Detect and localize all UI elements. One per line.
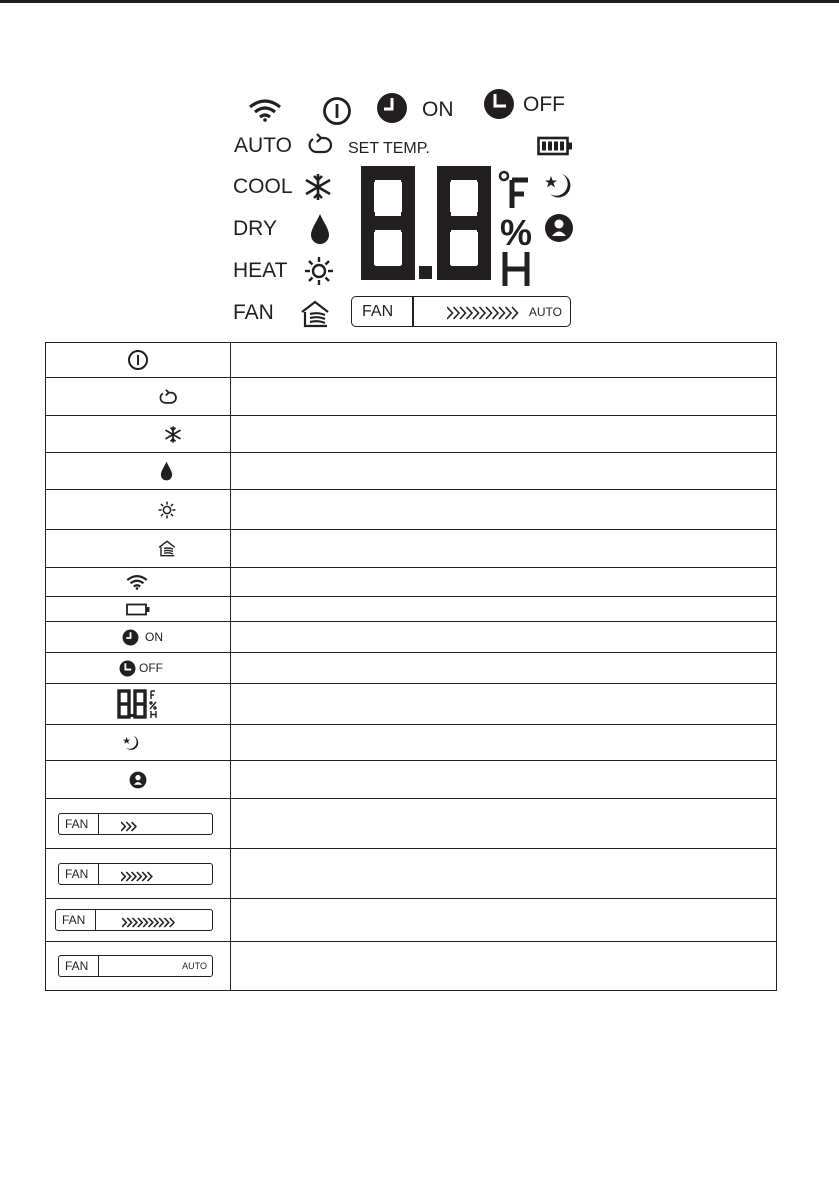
fan-speed-bar bbox=[351, 296, 571, 327]
svg-text:%: % bbox=[500, 212, 533, 253]
description-cell bbox=[231, 343, 777, 378]
icon-cell bbox=[46, 530, 231, 568]
description-cell bbox=[231, 416, 777, 453]
fan-auto-icon bbox=[58, 955, 213, 977]
table-row bbox=[46, 849, 777, 899]
icon-cell bbox=[46, 343, 231, 378]
description-cell bbox=[231, 530, 777, 568]
fan-chevrons bbox=[121, 869, 181, 887]
icon-cell bbox=[46, 568, 231, 597]
table-row bbox=[46, 453, 777, 490]
description-cell bbox=[231, 849, 777, 899]
table-row bbox=[46, 684, 777, 725]
description-cell bbox=[231, 799, 777, 849]
mode-fan-label: FAN bbox=[233, 301, 274, 324]
mode-dry-label: DRY bbox=[233, 217, 277, 240]
fan-vent-icon bbox=[300, 300, 330, 328]
power-icon bbox=[322, 96, 352, 126]
fahrenheit-indicator bbox=[498, 168, 538, 288]
timer-off-label: OFF bbox=[523, 93, 565, 116]
water-drop-icon bbox=[310, 213, 330, 245]
table-row bbox=[46, 653, 777, 684]
timer-off-clock-icon bbox=[483, 88, 515, 120]
description-cell bbox=[231, 597, 777, 622]
description-cell bbox=[231, 942, 777, 991]
snowflake-icon bbox=[302, 172, 334, 202]
description-cell bbox=[231, 622, 777, 653]
table-row bbox=[46, 799, 777, 849]
timer-on-icon bbox=[122, 629, 139, 646]
icon-cell bbox=[46, 942, 231, 991]
fan-chevrons bbox=[121, 819, 181, 837]
icon-cell bbox=[46, 490, 231, 530]
fan-divider bbox=[98, 956, 99, 976]
icon-cell bbox=[46, 622, 231, 653]
timer-off-label: OFF bbox=[139, 661, 163, 675]
recycle-arrow-icon bbox=[158, 389, 178, 405]
fan-medium-icon bbox=[58, 863, 213, 885]
description-cell bbox=[231, 378, 777, 416]
icon-cell bbox=[46, 899, 231, 942]
fan-speed-label: FAN bbox=[362, 303, 394, 320]
sun-icon bbox=[158, 501, 176, 519]
temperature-digits bbox=[354, 164, 504, 289]
sun-icon bbox=[304, 256, 334, 286]
fan-low-icon bbox=[58, 813, 213, 835]
icon-cell bbox=[46, 378, 231, 416]
table-row bbox=[46, 899, 777, 942]
icon-cell bbox=[46, 799, 231, 849]
set-temp-label: SET TEMP. bbox=[348, 140, 430, 157]
fan-label: FAN bbox=[62, 913, 86, 927]
person-icon bbox=[129, 771, 147, 789]
battery-icon bbox=[126, 603, 150, 616]
timer-off-icon bbox=[119, 660, 136, 677]
table-row bbox=[46, 568, 777, 597]
timer-on-label: ON bbox=[145, 630, 163, 644]
recycle-arrow-icon bbox=[307, 133, 333, 155]
icon-cell bbox=[46, 653, 231, 684]
icon-legend-table bbox=[45, 342, 777, 991]
table-row bbox=[46, 343, 777, 378]
timer-on-clock-icon bbox=[376, 92, 408, 124]
icon-cell bbox=[46, 761, 231, 799]
fan-label: FAN bbox=[65, 816, 89, 831]
digit-display-icon bbox=[117, 689, 159, 719]
description-cell bbox=[231, 725, 777, 761]
table-row bbox=[46, 622, 777, 653]
timer-on-label: ON bbox=[422, 98, 454, 121]
lcd-display-diagram bbox=[226, 80, 586, 335]
icon-cell bbox=[46, 453, 231, 490]
fan-vent-icon bbox=[158, 540, 176, 557]
fan-divider bbox=[98, 814, 99, 834]
fan-divider bbox=[98, 864, 99, 884]
table-row bbox=[46, 597, 777, 622]
fan-speed-chevrons bbox=[447, 306, 525, 325]
person-icon bbox=[544, 213, 574, 243]
icon-cell bbox=[46, 849, 231, 899]
table-row bbox=[46, 942, 777, 991]
description-cell bbox=[231, 653, 777, 684]
table-row bbox=[46, 761, 777, 799]
table-row bbox=[46, 416, 777, 453]
table-row bbox=[46, 490, 777, 530]
water-drop-icon bbox=[160, 461, 173, 481]
mode-cool-label: COOL bbox=[233, 175, 293, 198]
wifi-icon bbox=[248, 98, 282, 122]
description-cell bbox=[231, 490, 777, 530]
mode-heat-label: HEAT bbox=[233, 259, 288, 282]
power-icon bbox=[127, 349, 149, 371]
battery-icon bbox=[537, 136, 573, 156]
fan-label: FAN bbox=[65, 866, 89, 881]
icon-cell bbox=[46, 597, 231, 622]
fan-bar-divider bbox=[412, 297, 414, 326]
fan-auto-label: AUTO bbox=[528, 305, 562, 319]
description-cell bbox=[231, 684, 777, 725]
wifi-icon bbox=[126, 574, 148, 590]
description-cell bbox=[231, 761, 777, 799]
description-cell bbox=[231, 899, 777, 942]
fan-chevrons bbox=[122, 915, 182, 933]
fan-high-icon bbox=[55, 909, 213, 931]
moon-star-icon bbox=[544, 171, 576, 201]
icon-cell bbox=[46, 684, 231, 725]
table-row bbox=[46, 378, 777, 416]
moon-star-icon bbox=[122, 734, 142, 752]
icon-cell bbox=[46, 416, 231, 453]
table-row bbox=[46, 530, 777, 568]
snowflake-icon bbox=[163, 425, 183, 444]
top-rule bbox=[0, 0, 839, 3]
mode-auto-label: AUTO bbox=[234, 134, 292, 157]
description-cell bbox=[231, 568, 777, 597]
description-cell bbox=[231, 453, 777, 490]
fan-divider bbox=[95, 910, 96, 930]
fan-label: FAN bbox=[65, 959, 89, 973]
fan-auto-label: AUTO bbox=[182, 961, 207, 971]
table-row bbox=[46, 725, 777, 761]
icon-cell bbox=[46, 725, 231, 761]
